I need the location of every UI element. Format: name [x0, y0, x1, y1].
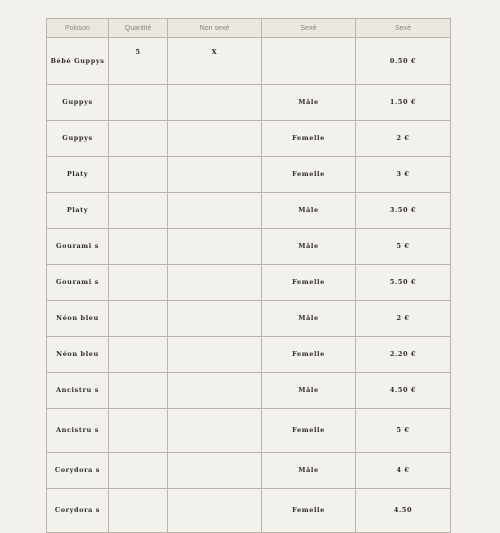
- quantity-cell: [109, 193, 168, 229]
- sex-cell: [262, 38, 356, 85]
- price-cell: 0.50 €: [356, 38, 451, 85]
- header-poisson: Poisson: [47, 19, 109, 38]
- quantity-cell: 5: [109, 38, 168, 85]
- fish-cell: Corydora s: [47, 489, 109, 533]
- fish-cell: Guppys: [47, 121, 109, 157]
- quantity-cell: [109, 265, 168, 301]
- unsexed-cell: X: [168, 38, 262, 85]
- sex-cell: Femelle: [262, 157, 356, 193]
- quantity-cell: [109, 301, 168, 337]
- sex-cell: Femelle: [262, 409, 356, 453]
- quantity-cell: [109, 85, 168, 121]
- table-row: [47, 489, 451, 533]
- price-cell: 4.50: [356, 489, 451, 533]
- quantity-cell: [109, 337, 168, 373]
- table-row: [47, 85, 451, 121]
- price-cell: 1.50 €: [356, 85, 451, 121]
- fish-cell: Platy: [47, 193, 109, 229]
- price-cell: 4.50 €: [356, 373, 451, 409]
- quantity-cell: [109, 229, 168, 265]
- sex-cell: Mâle: [262, 373, 356, 409]
- unsexed-cell: [168, 85, 262, 121]
- fish-cell: Ancistru s: [47, 373, 109, 409]
- fish-cell: Platy: [47, 157, 109, 193]
- quantity-cell: [109, 157, 168, 193]
- header-quantite: Quantité: [109, 19, 168, 38]
- table-row: [47, 453, 451, 489]
- unsexed-cell: [168, 229, 262, 265]
- quantity-cell: [109, 489, 168, 533]
- price-cell: 2.20 €: [356, 337, 451, 373]
- fish-cell: Bébé Guppys: [47, 38, 109, 85]
- quantity-cell: [109, 373, 168, 409]
- sex-cell: Mâle: [262, 301, 356, 337]
- header-non-sexe: Non sexé: [168, 19, 262, 38]
- sex-cell: Mâle: [262, 85, 356, 121]
- table-header-row: [47, 19, 451, 38]
- quantity-cell: [109, 453, 168, 489]
- unsexed-cell: [168, 157, 262, 193]
- sex-cell: Femelle: [262, 489, 356, 533]
- unsexed-cell: [168, 489, 262, 533]
- table-row: [47, 409, 451, 453]
- table-row: [47, 157, 451, 193]
- fish-cell: Guppys: [47, 85, 109, 121]
- price-cell: 2 €: [356, 121, 451, 157]
- unsexed-cell: [168, 409, 262, 453]
- unsexed-cell: [168, 121, 262, 157]
- fish-cell: Gourami s: [47, 265, 109, 301]
- header-sexe-price: Sexé: [356, 19, 451, 38]
- quantity-cell: [109, 121, 168, 157]
- price-cell: 3 €: [356, 157, 451, 193]
- table-row: [47, 337, 451, 373]
- table-row: [47, 265, 451, 301]
- unsexed-cell: [168, 301, 262, 337]
- sex-cell: Mâle: [262, 229, 356, 265]
- price-cell: 5.50 €: [356, 265, 451, 301]
- fish-cell: Gourami s: [47, 229, 109, 265]
- table-row: [47, 38, 451, 85]
- quantity-cell: [109, 409, 168, 453]
- sex-cell: Femelle: [262, 121, 356, 157]
- fish-cell: Néon bleu: [47, 301, 109, 337]
- table-row: [47, 373, 451, 409]
- price-cell: 5 €: [356, 229, 451, 265]
- table-row: [47, 301, 451, 337]
- fish-cell: Ancistru s: [47, 409, 109, 453]
- price-cell: 5 €: [356, 409, 451, 453]
- table-row: [47, 229, 451, 265]
- table-row: [47, 193, 451, 229]
- sex-cell: Mâle: [262, 453, 356, 489]
- header-sexe: Sexé: [262, 19, 356, 38]
- fish-cell: Corydora s: [47, 453, 109, 489]
- unsexed-cell: [168, 193, 262, 229]
- unsexed-cell: [168, 337, 262, 373]
- fish-cell: Néon bleu: [47, 337, 109, 373]
- fish-price-table: [46, 18, 451, 533]
- price-cell: 2 €: [356, 301, 451, 337]
- price-cell: 4 €: [356, 453, 451, 489]
- unsexed-cell: [168, 265, 262, 301]
- unsexed-cell: [168, 453, 262, 489]
- price-cell: 3.50 €: [356, 193, 451, 229]
- unsexed-cell: [168, 373, 262, 409]
- table-row: [47, 121, 451, 157]
- sex-cell: Femelle: [262, 337, 356, 373]
- sex-cell: Femelle: [262, 265, 356, 301]
- sex-cell: Mâle: [262, 193, 356, 229]
